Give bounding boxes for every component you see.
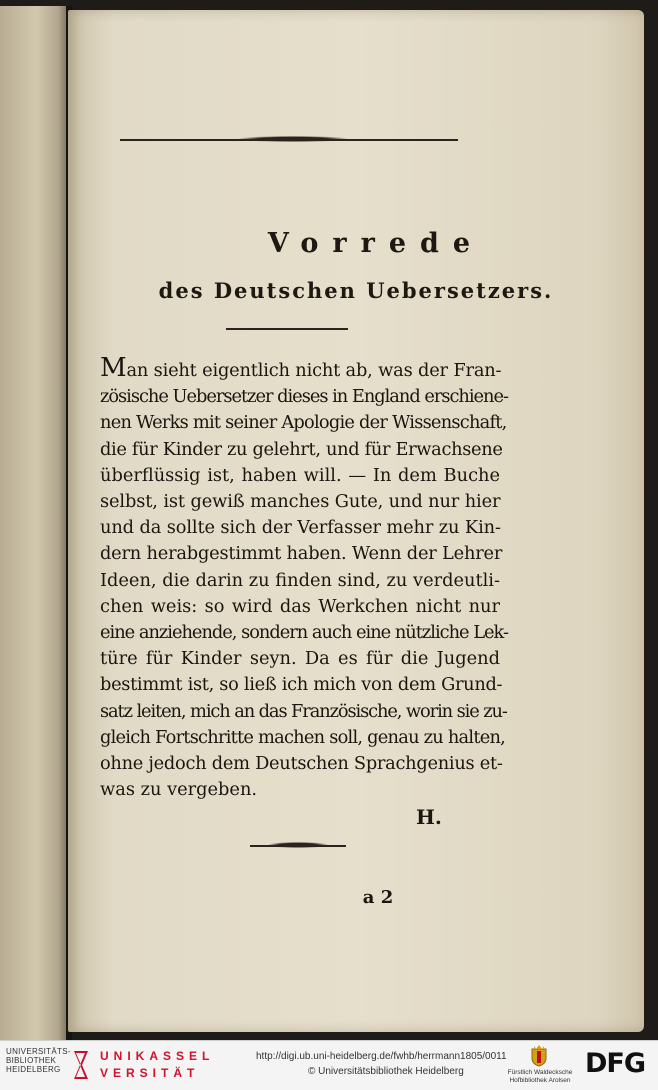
viewer-footer bbox=[0, 1040, 658, 1090]
top-rule-swell bbox=[238, 136, 348, 142]
logo-text-line: BIBLIOTHEK bbox=[6, 1056, 57, 1065]
text-line: bestimmt ist, so ließ ich mich von dem Grund- bbox=[100, 674, 503, 696]
text-line: nen Werks mit seiner Apologie der Wissenschaft, bbox=[100, 412, 507, 434]
logo-text-line: HEIDELBERG bbox=[6, 1065, 61, 1074]
text-line: zösische Uebersetzer dieses in England erschiene- bbox=[100, 386, 509, 408]
logo-text-line: UNIVERSITÄTS- bbox=[6, 1047, 71, 1056]
text-line: überflüssig ist, haben will. — In dem Buche bbox=[100, 464, 500, 486]
text-line: chen weis: so wird das Werkchen nicht nur bbox=[100, 595, 500, 617]
text-line: Man sieht eigentlich nicht ab, was der Fran- bbox=[100, 353, 502, 383]
left-page-edge bbox=[0, 6, 66, 1040]
text-line: selbst, ist gewiß manches Gute, und nur hier bbox=[100, 491, 501, 513]
logo-text-line: VERSITÄT bbox=[100, 1066, 200, 1080]
permalink-url[interactable]: http://digi.ub.uni-heidelberg.de/fwhb/herrmann1805/0011 bbox=[256, 1051, 507, 1062]
page-signature-mark: a 2 bbox=[362, 887, 394, 908]
dfg-logo[interactable]: DFG bbox=[585, 1048, 646, 1079]
logo-text-line: Fürstlich Waldecksche bbox=[507, 1069, 573, 1076]
text-line: satz leiten, mich an das Französische, worin sie zu- bbox=[100, 700, 507, 722]
heidelberg-library-logo[interactable] bbox=[6, 1047, 71, 1074]
logo-text-line: Hofbibliothek Arolsen bbox=[509, 1076, 571, 1084]
page-title: Vorrede bbox=[267, 228, 485, 259]
text-line: und da sollte sich der Verfasser mehr zu Kin- bbox=[100, 517, 501, 539]
heidelberg-seal-icon bbox=[70, 1049, 92, 1081]
arolsen-crest-icon bbox=[530, 1045, 548, 1067]
copyright-notice: © Universitätsbibliothek Heidelberg bbox=[308, 1066, 464, 1077]
text-line: Ideen, die darin zu finden sind, zu verdeutli- bbox=[100, 569, 500, 591]
logo-text-line: UNIKASSEL bbox=[100, 1049, 215, 1063]
bottom-rule-swell bbox=[268, 842, 328, 848]
text-line: ohne jedoch dem Deutschen Sprachgenius et- bbox=[100, 753, 503, 775]
author-signature: H. bbox=[416, 805, 442, 829]
text-line: was zu vergeben. bbox=[100, 779, 258, 801]
text-line: türe für Kinder seyn. Da es für die Jugend bbox=[100, 648, 500, 670]
middle-rule bbox=[226, 328, 348, 330]
text-line: eine anziehende, sondern auch eine nützliche Lek- bbox=[100, 622, 509, 644]
book-page bbox=[68, 10, 644, 1032]
text-line: dern herabgestimmt haben. Wenn der Lehrer bbox=[100, 543, 503, 565]
text-line: gleich Fortschritte machen soll, genau zu halten, bbox=[100, 726, 506, 748]
uni-kassel-logo[interactable] bbox=[100, 1048, 214, 1082]
preface-text bbox=[100, 353, 509, 803]
text-line: die für Kinder zu gelehrt, und für Erwachsene bbox=[100, 438, 503, 460]
arolsen-library-logo[interactable] bbox=[496, 1069, 584, 1084]
page-subtitle: des Deutschen Uebersetzers. bbox=[158, 278, 554, 303]
